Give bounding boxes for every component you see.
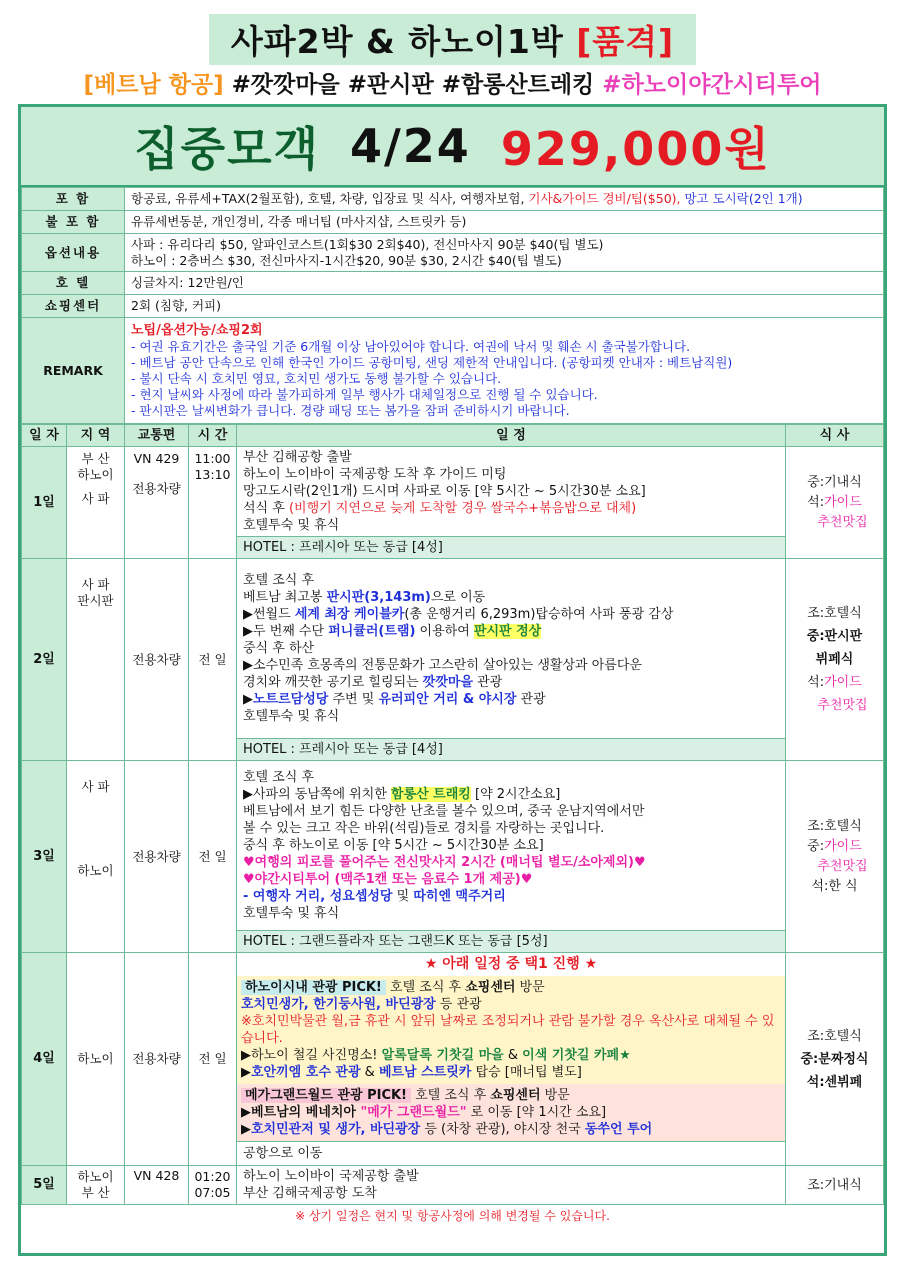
time-text: 13:10 [194,467,231,482]
day4-transport: 전용차량 [125,953,189,1166]
day4-region: 하노이 [67,953,125,1166]
itinerary-line [243,691,779,708]
flight-code: VN 429 [133,451,180,466]
itinerary-line [243,674,779,691]
itinerary-line: ♥여행의 피로를 풀어주는 전신맛사지 2시간 (매너팁 별도/소아제외)♥ [243,855,646,870]
itinerary-highlight: "메가 그랜드월드" [360,1105,467,1120]
choose-one-notice: ★ 아래 일정 중 택1 진행 ★ [424,956,598,972]
day5-time [189,1166,237,1205]
itinerary-text: 으로 이동 [430,590,486,605]
itinerary-line [243,888,779,905]
remark-line: - 판시판은 날씨변화가 큽니다. 경량 패딩 또는 봄가을 잠퍼 준비하시기 바랍니다. [131,402,570,418]
itinerary-line [243,500,779,517]
day3-row [22,761,884,931]
shop-label: 쇼핑센터 [22,295,125,318]
meal-prefix: 석: [807,494,825,510]
hotel-value: 싱글차지: 12만원/인 [125,272,884,295]
col-schedule: 일 정 [237,425,786,447]
itinerary-text: ▶사파의 동남쪽에 위치한 [243,787,391,802]
region-text: 부 산 [81,1185,110,1200]
option-tag: 메가그랜드월드 관광 PICK! [241,1088,411,1103]
itinerary-text: ▶ [241,1122,251,1137]
time-text: 11:00 [194,451,231,466]
itinerary-note: ※호치민박물관 월,금 휴관 시 앞뒤 날짜로 조정되거나 관람 불가할 경우 옥산사로 대체될 수 있습니다. [241,1014,775,1046]
itinerary-note: (비행기 지연으로 늦게 도착할 경우 쌀국수+볶음밥으로 대체) [288,501,637,516]
itinerary-highlight: 이색 기찻길 카페★ [522,1048,631,1063]
region-text: 판시판 [77,593,114,608]
meal-text: 중:기내식 [807,474,862,490]
exclude-row [22,211,884,234]
col-region: 지 역 [67,425,125,447]
page-title [209,14,696,65]
day1-meal [786,447,884,559]
time-text: 01:20 [194,1169,231,1184]
itinerary-line: ♥야간시티투어 (맥주1캔 또는 음료수 1개 제공)♥ [243,872,533,887]
meal-text [786,493,883,513]
meal-guide: 가이드 [824,675,862,690]
column-header-row [22,425,884,447]
meal-text: 조:호텔식 [807,606,862,621]
meal-text: 조:호텔식 [807,1028,862,1044]
meal-prefix: 중: [807,838,825,854]
itinerary-line [241,1104,781,1121]
itinerary-line: 볼 수 있는 크고 작은 바위(석림)들로 경치를 자랑하는 곳입니다. [243,821,605,836]
itinerary-text: ▶ [243,692,253,707]
itinerary-line [241,1121,781,1138]
itinerary-line: 중식 후 하노이로 이동 [약 5시간 ~ 5시간30분 소요] [243,838,544,853]
meal-prefix: 석: [807,675,825,690]
include-value [125,188,884,211]
itinerary-highlight: 함롱산 트래킹 [390,787,471,802]
meal-text [786,837,883,857]
day3-time: 전 일 [189,761,237,953]
itinerary-line: ▶소수민족 흐몽족의 전통문화가 고스란히 살아있는 생활상과 아름다운 [243,658,642,673]
itinerary-text: 탑승 [매너팁 별도] [471,1065,582,1080]
itinerary-line: 호텔 조식 후 [243,770,315,785]
title-area [0,14,905,65]
itinerary-highlight: 호치민관저 및 생가, 바딘광장 [251,1122,421,1137]
itinerary-text: 방문 [515,980,545,995]
day2-meal [786,559,884,761]
itinerary-line [241,1087,781,1104]
remark-row [22,318,884,424]
day2-hotel: HOTEL : 프레시아 또는 동급 [4성] [237,739,786,761]
banner-main: 집중모객 [134,122,320,176]
itinerary-line: 호텔투숙 및 휴식 [243,709,340,724]
itinerary-highlight: 알록달록 기찻길 마을 [381,1048,504,1063]
itinerary-text: (총 운행거리 6,293m)탑승하여 사파 풍광 감상 [404,607,674,622]
day1-row [22,447,884,537]
itinerary-highlight: 깟깟마을 [422,675,474,690]
itinerary-highlight: 호안끼엠 호수 관광 [251,1065,361,1080]
include-row [22,188,884,211]
subtitle-tags: #깟깟마을 #판시판 #함롱산트레킹 [231,72,595,98]
itinerary-highlight: 퍼니큘러(트램) [328,624,416,639]
day4-row [22,953,884,1166]
itinerary-text: & [360,1065,379,1080]
itinerary-text: 관광 [516,692,546,707]
itinerary-line: 호텔투숙 및 휴식 [243,906,340,921]
title-grade: [품격] [576,22,675,61]
day4-itinerary [237,953,786,1166]
region-text: 사 파 [81,779,110,794]
itinerary-line [243,786,779,803]
subtitle [0,66,905,99]
region-text: 하노이 [77,863,114,878]
itinerary-highlight: 판시판(3,143m) [326,590,431,605]
itinerary-text: ▶ [241,1065,251,1080]
shop-value: 2회 (침향, 커피) [125,295,884,318]
itinerary-highlight: 유러피안 거리 & 야시장 [378,692,517,707]
col-meal: 식 사 [786,425,884,447]
itinerary-text: [약 2시간소요] [470,787,561,802]
day5-meal: 조:기내식 [786,1166,884,1205]
title-main: 사파2박 & 하노이1박 [230,22,564,61]
itinerary-line: 부산 김해공항 출발 [243,450,352,465]
meal-guide: 가이드 [824,838,862,854]
col-time: 시 간 [189,425,237,447]
itinerary-text: 로 이동 [약 1시간 소요] [466,1105,607,1120]
banner-date: 4/24 [349,119,471,173]
itinerary-highlight: 동쑤언 투어 [584,1122,653,1137]
itinerary-text: 베트남 최고봉 [243,590,327,605]
itinerary-highlight: - 여행자 거리, 성요셉성당 [243,889,393,904]
region-text: 사 파 [81,577,110,592]
itinerary-highlight: 판시판 정상 [473,624,542,639]
option-sapa: 사파 : 유리다리 $50, 알파인코스트(1회$30 2회$40), 전신마사지 90분 $40(팁 별도) [131,236,604,252]
subtitle-night-tour: #하노이야간시티투어 [602,72,822,98]
itinerary-line [241,1047,781,1064]
day3-region [67,761,125,953]
region-text: 하노이 [77,1169,114,1184]
itinerary-line: 호텔 조식 후 [243,573,315,588]
itinerary-text: ▶썬월드 [243,607,295,622]
day1-region [67,447,125,559]
include-text: 항공료, 유류세+TAX(2월포함), 호텔, 차량, 입장료 및 식사, 여행자보험, [131,191,529,206]
option-label: 옵션내용 [22,234,125,272]
itinerary-line: 공항으로 이동 [237,1141,785,1165]
itinerary-line: 베트남에서 보기 힘든 다양한 난초를 볼수 있으며, 중국 운남지역에서만 [243,804,645,819]
day4-time: 전 일 [189,953,237,1166]
itinerary-line [241,996,781,1013]
itinerary-text: 호텔 조식 후 [410,1088,491,1103]
region-text: 하노이 [77,467,114,482]
day1-transport [125,447,189,559]
itinerary-text: 및 [392,889,414,904]
include-guide-tip: 기사&가이드 경비/팁($50), [528,191,685,206]
day1-hotel: HOTEL : 프레시아 또는 동급 [4성] [237,537,786,559]
day3-meal [786,761,884,953]
meal-text: 중:판시판 [806,629,863,644]
itinerary-text: 관광 [473,675,503,690]
include-mango: 망고 도시락(2인 1개) [684,191,803,206]
region-text: 부 산 [81,451,110,466]
itinerary-text: ▶하노이 철길 사진명소! [241,1048,382,1063]
remark-label: REMARK [22,318,125,424]
day1-time [189,447,237,559]
itinerary-highlight: 세계 최장 케이블카 [294,607,405,622]
option-tag: 하노이시내 관광 PICK! [241,980,386,995]
itinerary-line: 망고도시락(2인1개) 드시며 사파로 이동 [약 5시간 ~ 5시간30분 소요] [243,484,646,499]
itinerary-highlight: 따히엔 맥주거리 [413,889,506,904]
meal-text [786,671,883,694]
banner-price: 929,000원 [500,122,771,176]
col-transport: 교통편 [125,425,189,447]
remark-value [125,318,884,424]
day-label: 2일 [22,559,67,761]
day2-row [22,559,884,739]
include-label: 포 함 [22,188,125,211]
time-text: 07:05 [194,1185,231,1200]
subtitle-airline: [베트남 항공] [83,72,224,98]
meal-text: 석:한 식 [811,878,858,894]
day-label: 4일 [22,953,67,1166]
itinerary-text: 등 (차창 관광), 야시장 천국 [420,1122,585,1137]
itinerary-text: 호텔 조식 후 [385,980,466,995]
day3-itinerary [237,761,786,931]
day1-itinerary [237,447,786,537]
meal-text: 석:센뷔페 [806,1074,863,1090]
schedule-table [21,424,884,1205]
footnote: ※ 상기 일정은 현지 및 항공사정에 의해 변경될 수 있습니다. [295,1209,610,1223]
day2-region [67,559,125,761]
option-row [22,234,884,272]
itinerary-line: 하노이 노이바이 국제공항 출발 [243,1169,419,1184]
col-day: 일 자 [22,425,67,447]
itinerary-text: 석식 후 [243,501,289,516]
itinerary-line [243,623,779,640]
itinerary-text: 이용하여 [415,624,474,639]
itinerary-text: 경치와 깨끗한 공기로 힐링되는 [243,675,423,690]
meal-text: 추천맛집 [817,514,868,530]
itinerary-text: 등 관광 [435,997,482,1012]
day4-meal [786,953,884,1166]
exclude-value: 유류세변동분, 개인경비, 각종 매너팁 (마사지샵, 스트릿카 등) [125,211,884,234]
day5-row [22,1166,884,1205]
itinerary-line: 하노이 노이바이 국제공항 도착 후 가이드 미팅 [243,467,507,482]
itinerary-text: ▶두 번째 수단 [243,624,329,639]
itinerary-line [243,606,779,623]
itinerary-text: 방문 [540,1088,570,1103]
day-label: 3일 [22,761,67,953]
day3-transport: 전용차량 [125,761,189,953]
meal-text: 추천맛집 [817,858,868,874]
day3-hotel: HOTEL : 그랜드플라자 또는 그랜드K 또는 동급 [5성] [237,931,786,953]
itinerary-text: 쇼핑센터 [465,980,516,995]
itinerary-line [241,1064,781,1081]
hotel-label: 호 텔 [22,272,125,295]
itinerary-line [241,979,781,996]
option-mega-grand-world [237,1084,785,1141]
meal-text: 추천맛집 [817,698,868,713]
meal-text: 뷔페식 [815,652,854,667]
remark-line: - 베트남 공안 단속으로 인해 한국인 가이드 공항미팅, 샌딩 제한적 안내입니다. (공항피켓 안내자 : 베트남직원) [131,354,733,370]
itinerary-line [243,589,779,606]
option-hanoi-city [237,976,785,1084]
itinerary-highlight: 호치민생가, 한기둥사원, 바딘광장 [241,997,436,1012]
day2-itinerary [237,559,786,739]
remark-line: - 여권 유효기간은 출국일 기준 6개월 이상 남아있어야 합니다. 여권에 낙서 및 훼손 시 출국불가합니다. [131,338,691,354]
meal-text: 중:분짜정식 [800,1051,869,1067]
itinerary-highlight: 베트남 스트릿카 [378,1065,472,1080]
transport-text: 전용차량 [132,481,181,496]
option-hanoi: 하노이 : 2층버스 $30, 전신마사지-1시간$20, 90분 $30, 2시간 $40(팁 별도) [131,252,562,268]
meal-text: 조:호텔식 [807,818,862,834]
meal-guide: 가이드 [824,494,862,510]
itinerary-line: 호텔투숙 및 휴식 [243,518,340,533]
day-label: 1일 [22,447,67,559]
remark-line: - 불시 단속 시 호치민 영묘, 호치민 생가도 동행 불가할 수 있습니다. [131,370,502,386]
info-table [21,187,884,424]
itinerary-highlight: 노트르담성당 [253,692,329,707]
day2-time: 전 일 [189,559,237,761]
exclude-label: 불 포 함 [22,211,125,234]
remark-line: - 현지 날씨와 사정에 따라 불가피하게 일부 행사가 대체일정으로 진행 될 수 있습니다. [131,386,598,402]
day5-transport: VN 428 [125,1166,189,1205]
itinerary-text: ▶베트남의 베네치아 [241,1105,361,1120]
price-banner [21,107,884,187]
itinerary-text: 주변 및 [328,692,379,707]
remark-head: 노팁/옵션가능/쇼핑2회 [131,322,263,338]
itinerary-line: 부산 김해국제공항 도착 [243,1186,377,1201]
itinerary-text: 쇼핑센터 [490,1088,541,1103]
day5-region [67,1166,125,1205]
region-text: 사 파 [81,491,110,506]
itinerary-line: 중식 후 하산 [243,641,315,656]
hotel-row [22,272,884,295]
itinerary-text: & [503,1048,523,1063]
option-value [125,234,884,272]
day-label: 5일 [22,1166,67,1205]
day2-transport: 전용차량 [125,559,189,761]
day5-itinerary [237,1166,786,1205]
shop-row [22,295,884,318]
itinerary-frame [18,104,887,1256]
